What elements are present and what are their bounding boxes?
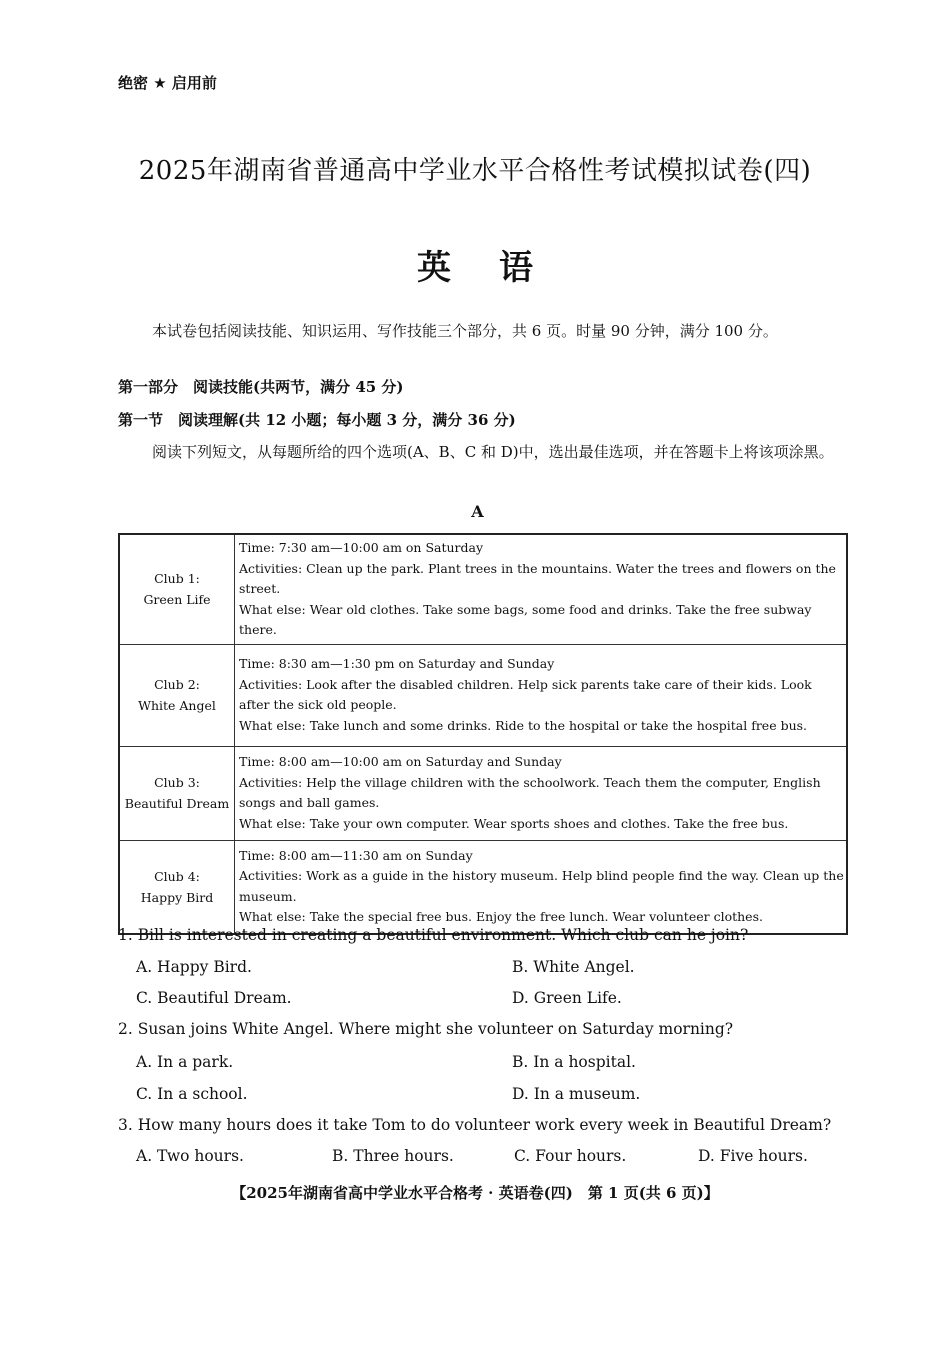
club-number: Club 3: <box>154 775 200 790</box>
club-time: Time: 8:30 am—1:30 pm on Saturday and Sunday <box>239 656 555 671</box>
club-name: Happy Bird <box>140 889 214 905</box>
option-d[interactable]: D. Five hours. <box>698 1147 808 1165</box>
table-row <box>119 644 847 746</box>
option-a[interactable]: A. Two hours. <box>136 1147 244 1165</box>
club-detail <box>235 534 848 644</box>
club-detail <box>235 746 848 840</box>
club-detail <box>235 840 848 934</box>
option-a[interactable]: A. In a park. <box>136 1053 234 1071</box>
club-name: Green Life <box>143 592 211 608</box>
section-heading: 第一节 阅读理解(共 12 小题；每小题 3 分，满分 36 分) <box>118 411 516 429</box>
option-b[interactable]: B. In a hospital. <box>512 1053 636 1071</box>
option-c[interactable]: C. Beautiful Dream. <box>136 989 292 1007</box>
reading-instruction: 阅读下列短文，从每题所给的四个选项(A、B、C 和 D)中，选出最佳选项，并在答题卡上将该项涂黑。 <box>152 443 834 461</box>
question-stem: 1. Bill is interested in creating a beautiful environment. Which club can he join? <box>118 926 749 944</box>
exam-intro: 本试卷包括阅读技能、知识运用、写作技能三个部分，共 6 页。时量 90 分钟，满分 100 分。 <box>152 322 778 340</box>
option-a[interactable]: A. Happy Bird. <box>136 958 252 976</box>
option-b[interactable]: B. White Angel. <box>512 958 635 976</box>
club-detail <box>235 644 848 746</box>
club-cell <box>119 840 235 934</box>
club-name: Beautiful Dream <box>124 796 230 811</box>
question-stem: 2. Susan joins White Angel. Where might she volunteer on Saturday morning? <box>118 1020 734 1038</box>
passage-label: A <box>471 502 484 521</box>
subject-title: 英语 <box>417 248 581 288</box>
club-cell <box>119 534 235 644</box>
option-c[interactable]: C. Four hours. <box>514 1147 627 1165</box>
club-time: Time: 8:00 am—10:00 am on Saturday and Sunday <box>239 754 562 769</box>
club-table <box>118 533 848 935</box>
club-time: Time: 8:00 am—11:30 am on Sunday <box>239 847 473 863</box>
club-cell <box>119 644 235 746</box>
club-number: Club 1: <box>154 571 200 587</box>
exam-title: 2025年湖南省普通高中学业水平合格性考试模拟试卷(四) <box>138 156 812 186</box>
club-number: Club 2: <box>154 677 200 692</box>
table-row <box>119 534 847 644</box>
club-name: White Angel <box>138 698 216 713</box>
club-activities: Activities: Work as a guide in the history museum. Help blind people find the way. Clean up the museum. <box>239 868 844 904</box>
question-stem: 3. How many hours does it take Tom to do volunteer work every week in Beautiful Dream? <box>118 1116 832 1134</box>
option-b[interactable]: B. Three hours. <box>332 1147 454 1165</box>
club-cell <box>119 746 235 840</box>
club-activities: Activities: Help the village children with the schoolwork. Teach them the computer, English songs and ball games. <box>239 774 821 810</box>
club-activities: Activities: Look after the disabled children. Help sick parents take care of their kids. Look after the sick old people. <box>239 676 812 712</box>
club-time: Time: 7:30 am—10:00 am on Saturday <box>239 540 484 555</box>
club-what-else: What else: Take the special free bus. Enjoy the free lunch. Wear volunteer clothes. <box>239 909 763 925</box>
table-row <box>119 746 847 840</box>
club-what-else: What else: Take lunch and some drinks. Ride to the hospital or take the hospital free bus. <box>239 717 808 733</box>
club-number: Club 4: <box>154 868 200 884</box>
confidential-label: 绝密 ★ 启用前 <box>118 74 217 92</box>
table-row <box>119 840 847 934</box>
club-activities: Activities: Clean up the park. Plant trees in the mountains. Water the trees and flowers on the street. <box>239 560 836 596</box>
option-c[interactable]: C. In a school. <box>136 1085 248 1103</box>
club-what-else: What else: Wear old clothes. Take some bags, some food and drinks. Take the free subway there. <box>239 601 812 637</box>
club-what-else: What else: Take your own computer. Wear sports shoes and clothes. Take the free bus. <box>239 815 789 831</box>
part-heading: 第一部分 阅读技能(共两节，满分 45 分) <box>118 378 404 396</box>
page-footer: 【2025年湖南省高中学业水平合格考 · 英语卷(四) 第 1 页(共 6 页)】 <box>231 1184 719 1202</box>
option-d[interactable]: D. In a museum. <box>512 1085 641 1103</box>
option-d[interactable]: D. Green Life. <box>512 989 622 1007</box>
